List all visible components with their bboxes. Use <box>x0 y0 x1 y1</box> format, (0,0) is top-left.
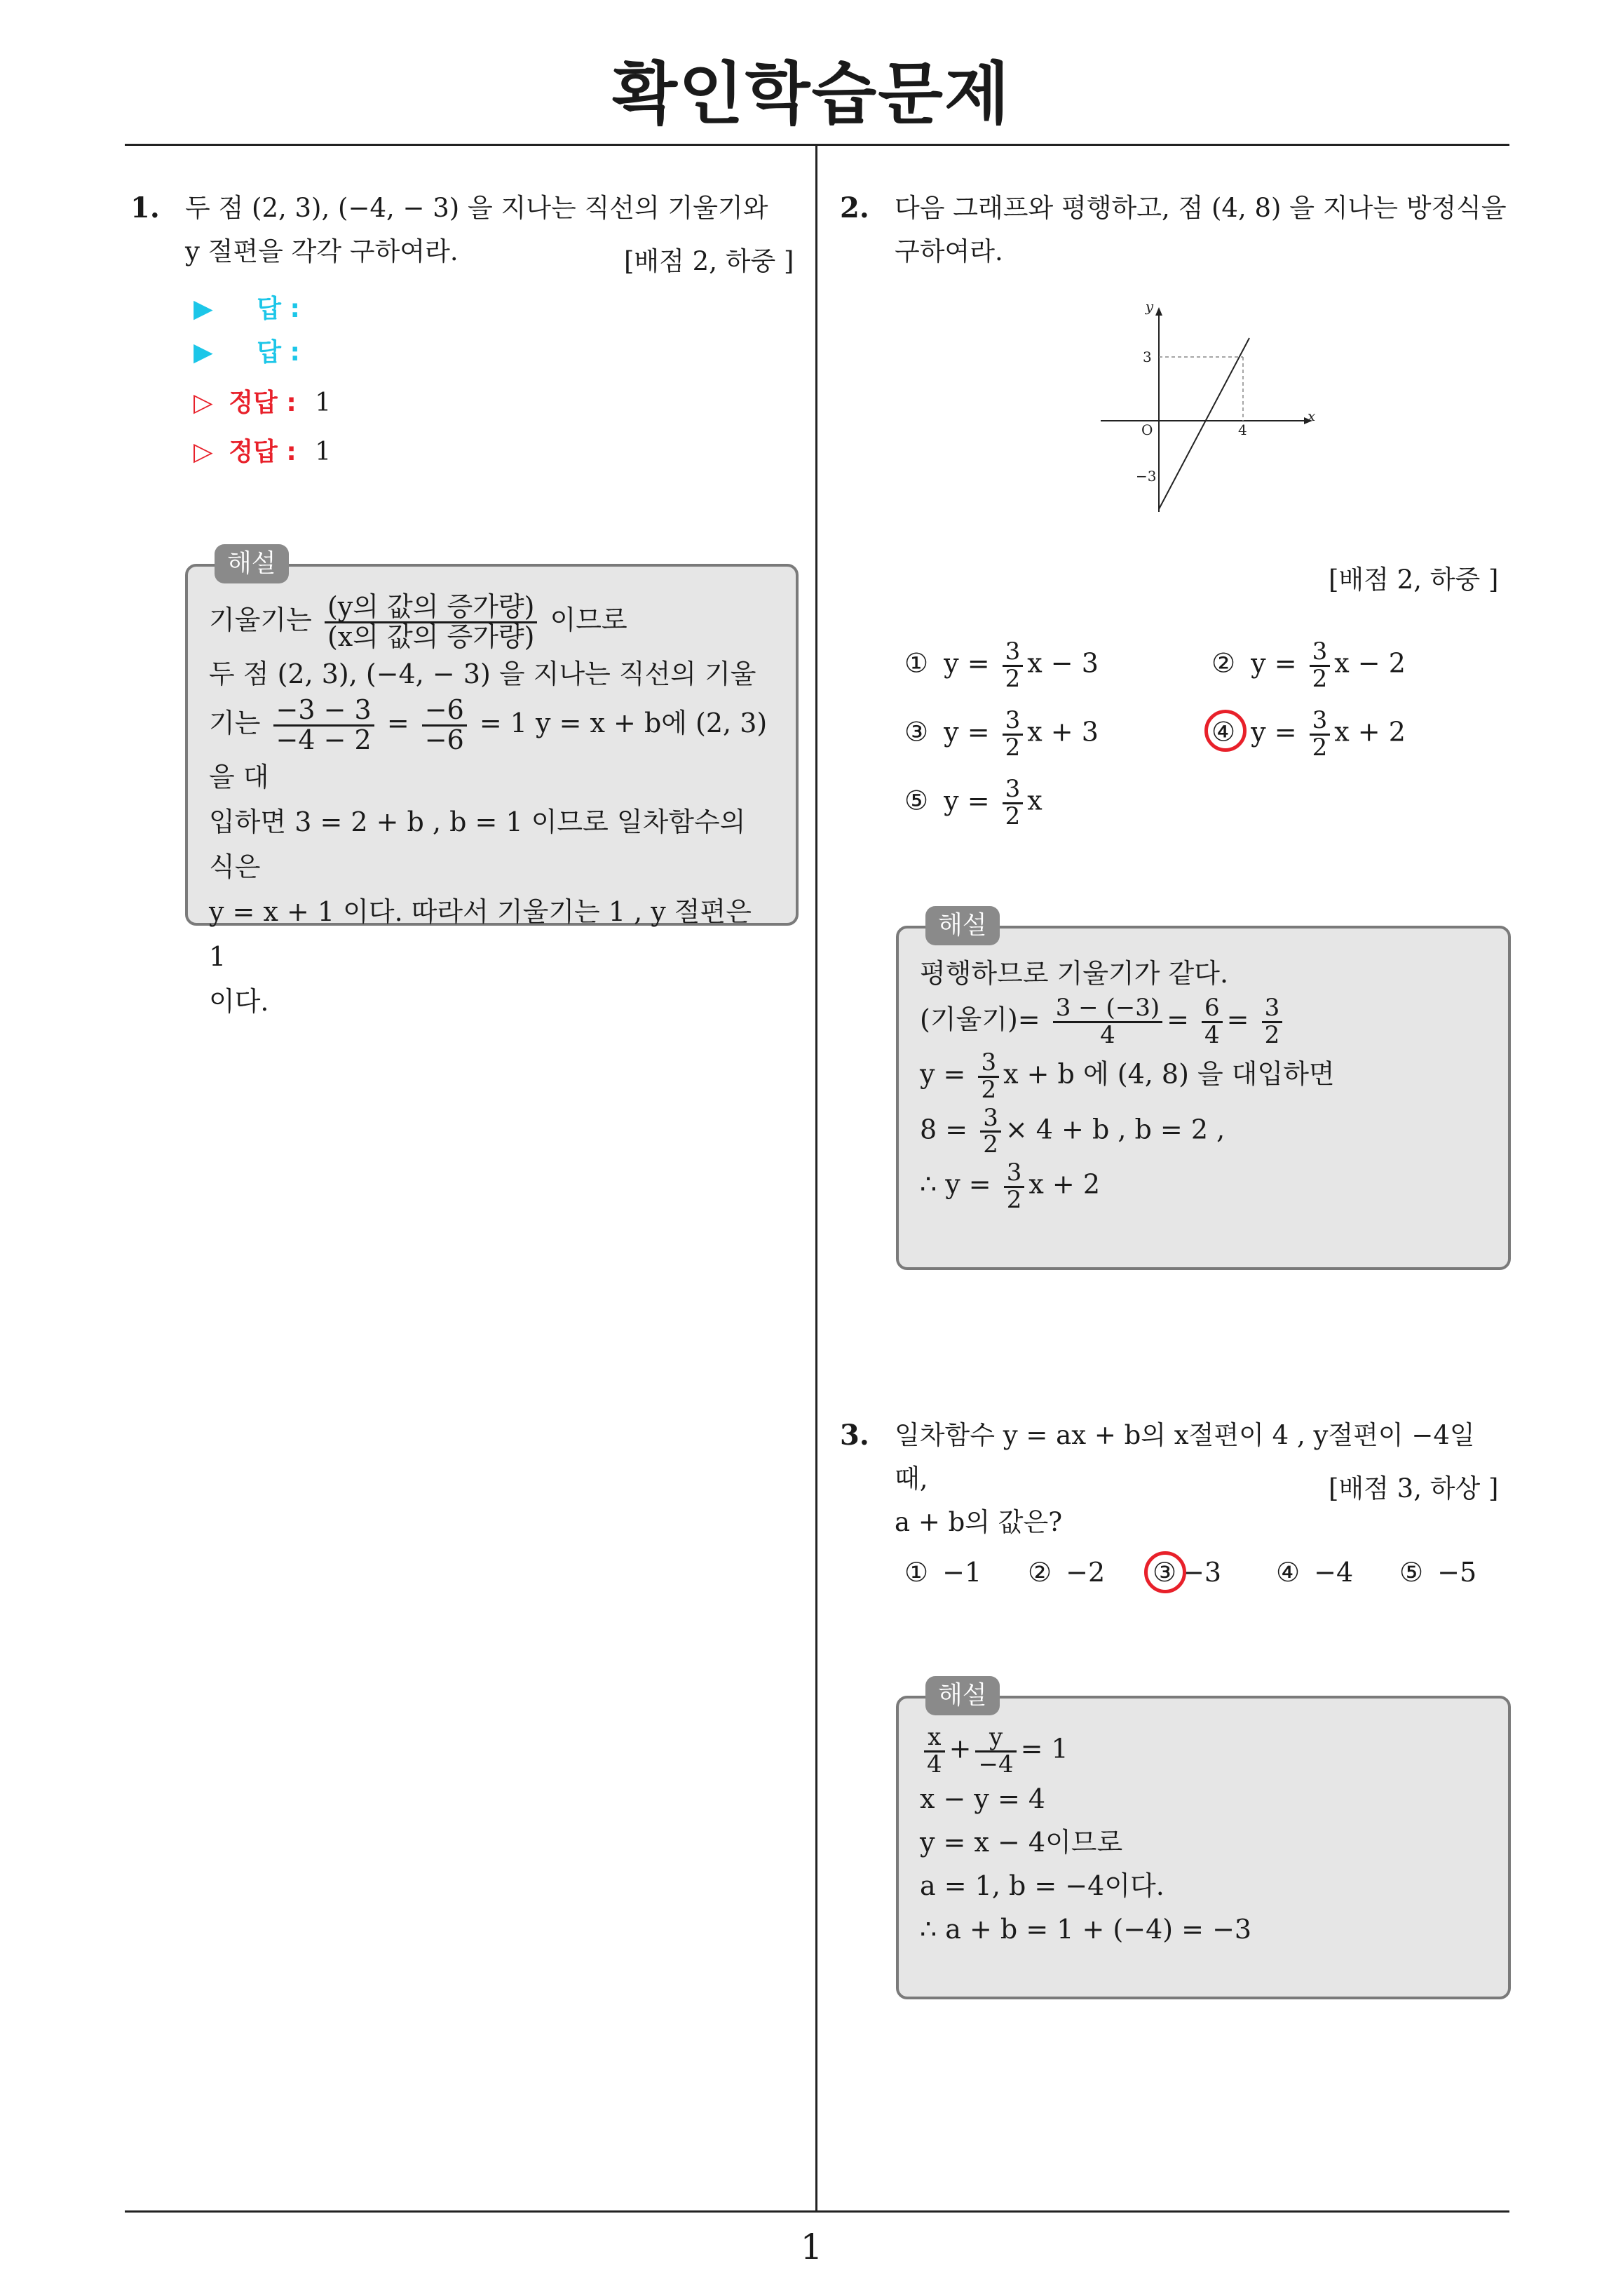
choice-3[interactable]: ③ −3 <box>1153 1557 1222 1588</box>
play-outline-icon: ▷ <box>193 438 213 466</box>
solution-box <box>896 911 1511 1270</box>
solution-line: y = $\frac{3}{2}$ x + b 에 (4, 8) 을 대입하면 <box>920 1048 1335 1105</box>
selected-answer-mark <box>1144 1551 1186 1593</box>
choice-number: ③ <box>904 716 929 748</box>
choice-2[interactable]: ② y = $\frac{3}{2}$ x − 2 <box>1211 637 1406 693</box>
x-tick-label: 4 <box>1238 421 1247 438</box>
fraction: $\frac{3}{2}$ <box>1003 640 1024 691</box>
page-title: 확인학습문제 <box>612 55 1011 133</box>
solution-line: 입하면 3 = 2 + b , b = 1 이므로 일차함수의 식은 <box>209 806 746 882</box>
question-text-line: 다음 그래프와 평행하고, 점 (4, 8) 을 지나는 방정식을 <box>895 193 1507 223</box>
choice-number: ② <box>1028 1557 1052 1588</box>
question-text-line: 일차함수 y = ax + b의 x절편이 4 , y절편이 −4일 때, <box>895 1420 1475 1494</box>
question-number: 1. <box>130 191 160 224</box>
fraction: $\frac{3 - (-3)}{4}$ <box>1053 996 1162 1048</box>
solution-box <box>185 549 799 1017</box>
solution-line: x − y = 4 <box>920 1783 1046 1815</box>
fraction: $\frac{3}{2}$ <box>1262 996 1283 1048</box>
solution-line: 이다. <box>209 985 269 1017</box>
question-text-line: 구하여라. <box>895 236 1003 266</box>
solution-line: $\frac{x}{4}$ + $\frac{y}{-4}$ = 1 <box>920 1725 1488 1777</box>
play-icon: ▶ <box>193 295 213 323</box>
choice-number: ⑤ <box>1399 1557 1424 1588</box>
question-2 <box>840 187 1513 274</box>
solution-line: 기울기는 $\frac{\text{(y의 값의 증가량)}}{\text{(x의 값의 증가량)}}$ 이므로 <box>209 591 627 652</box>
fraction: $\frac{3}{2}$ <box>978 1051 999 1102</box>
fraction: $\frac{x}{4}$ <box>924 1725 945 1777</box>
y-tick-label: 3 <box>1143 349 1152 365</box>
question-number: 3. <box>840 1419 869 1452</box>
x-axis-label: x <box>1308 407 1316 424</box>
solution-line: ∴ a + b = 1 + (−4) = −3 <box>920 1914 1252 1945</box>
answer-line <box>193 289 300 325</box>
fraction: $\frac{\text{(y의 값의 증가량)}}{\text{(x의 값의 증가량)}}$ <box>325 593 538 651</box>
choice-1[interactable]: ① −1 <box>904 1557 982 1588</box>
y-axis-arrow <box>1155 307 1162 316</box>
choice-3[interactable]: ③ y = $\frac{3}{2}$ x + 3 <box>904 706 1099 762</box>
solution-line: 8 = $\frac{3}{2}$ × 4 + b , b = 2 , <box>920 1103 1225 1159</box>
correct-answer-value: 1 <box>315 438 332 466</box>
answer-label: 답 : <box>257 295 300 323</box>
score-label: [배점 3, 하상 ] <box>1329 1473 1499 1504</box>
choice-number: ⑤ <box>904 785 929 816</box>
choice-number: ③ <box>1153 1557 1177 1588</box>
choice-1[interactable]: ① y = $\frac{3}{2}$ x − 3 <box>904 637 1099 693</box>
choice-5[interactable]: ⑤ y = $\frac{3}{2}$ x <box>904 775 1043 830</box>
column-divider <box>815 145 817 2212</box>
choice-number: ① <box>904 647 929 679</box>
correct-answer-line <box>193 432 331 468</box>
bottom-rule <box>125 2210 1509 2213</box>
play-outline-icon: ▷ <box>193 389 213 417</box>
answer-label: 답 : <box>257 338 300 367</box>
origin-label: O <box>1141 421 1153 438</box>
solution-tag: 해설 <box>215 544 289 583</box>
solution-line: a = 1, b = −4이다. <box>920 1870 1164 1902</box>
solution-tag: 해설 <box>925 1676 1000 1715</box>
score-label: [배점 2, 하중 ] <box>1329 565 1499 595</box>
question-number: 2. <box>840 191 869 224</box>
fraction: $\frac{-6}{-6}$ <box>422 696 467 755</box>
play-icon: ▶ <box>193 338 213 367</box>
fraction: $\frac{3}{2}$ <box>980 1106 1001 1158</box>
choice-number: ② <box>1211 647 1236 679</box>
choice-number: ④ <box>1211 716 1236 748</box>
solution-tag: 해설 <box>925 906 1000 945</box>
question-text-line: a + b의 값은? <box>895 1507 1063 1537</box>
choice-number: ④ <box>1276 1557 1301 1588</box>
solution-line: (기울기)= $\frac{3 - (-3)}{4}$ = $\frac{6}{4}$ = $\frac{3}{2}$ <box>920 996 1488 1048</box>
fraction: $\frac{3}{2}$ <box>1004 1161 1025 1213</box>
answer-line <box>193 332 300 368</box>
solution-line: ∴ y = $\frac{3}{2}$ x + 2 <box>920 1159 1100 1214</box>
solution-line: 두 점 (2, 3), (−4, − 3) 을 지나는 직선의 기울 <box>209 658 756 689</box>
question-text-line: 두 점 (2, 3), (−4, − 3) 을 지나는 직선의 기울기와 <box>185 193 768 223</box>
correct-answer-label: 정답 : <box>229 438 297 466</box>
choice-4[interactable]: ④ y = $\frac{3}{2}$ x + 2 <box>1211 706 1406 762</box>
fraction: $\frac{3}{2}$ <box>1310 708 1331 760</box>
y-axis-label: y <box>1145 298 1153 315</box>
solution-line: 평행하므로 기울기가 같다. <box>920 958 1229 989</box>
selected-answer-mark <box>1204 710 1247 752</box>
score-label: [배점 2, 하중 ] <box>624 246 794 276</box>
choice-5[interactable]: ⑤ −5 <box>1399 1557 1477 1588</box>
solution-line: y = x + 1 이다. 따라서 기울기는 1 , y 절편은 1 <box>209 896 752 972</box>
correct-answer-line <box>193 383 331 419</box>
fraction: $\frac{-3 - 3}{-4 - 2}$ <box>273 696 374 755</box>
solution-line: y = x − 4이므로 <box>920 1827 1123 1858</box>
correct-answer-value: 1 <box>315 389 332 417</box>
fraction: $\frac{3}{2}$ <box>1310 640 1331 691</box>
page-number: 1 <box>800 2227 823 2267</box>
y-tick-label: −3 <box>1136 468 1157 485</box>
graph-line <box>1159 338 1249 509</box>
choice-4[interactable]: ④ −4 <box>1276 1557 1354 1588</box>
fraction: $\frac{y}{-4}$ <box>975 1725 1016 1777</box>
question-text-line: y 절편을 각각 구하여라. <box>185 236 459 266</box>
fraction: $\frac{3}{2}$ <box>1003 708 1024 760</box>
choice-number: ① <box>904 1557 929 1588</box>
solution-line: 기는 $\frac{-3 - 3}{-4 - 2}$ = $\frac{-6}{-6}$ = 1 y = x + b에 (2, 3) 을 대 <box>209 694 768 792</box>
fraction: $\frac{3}{2}$ <box>1003 777 1024 829</box>
choice-2[interactable]: ② −2 <box>1028 1557 1106 1588</box>
solution-box <box>896 1681 1511 1999</box>
coordinate-graph <box>1094 295 1318 519</box>
fraction: $\frac{6}{4}$ <box>1202 996 1223 1048</box>
correct-answer-label: 정답 : <box>229 389 297 417</box>
